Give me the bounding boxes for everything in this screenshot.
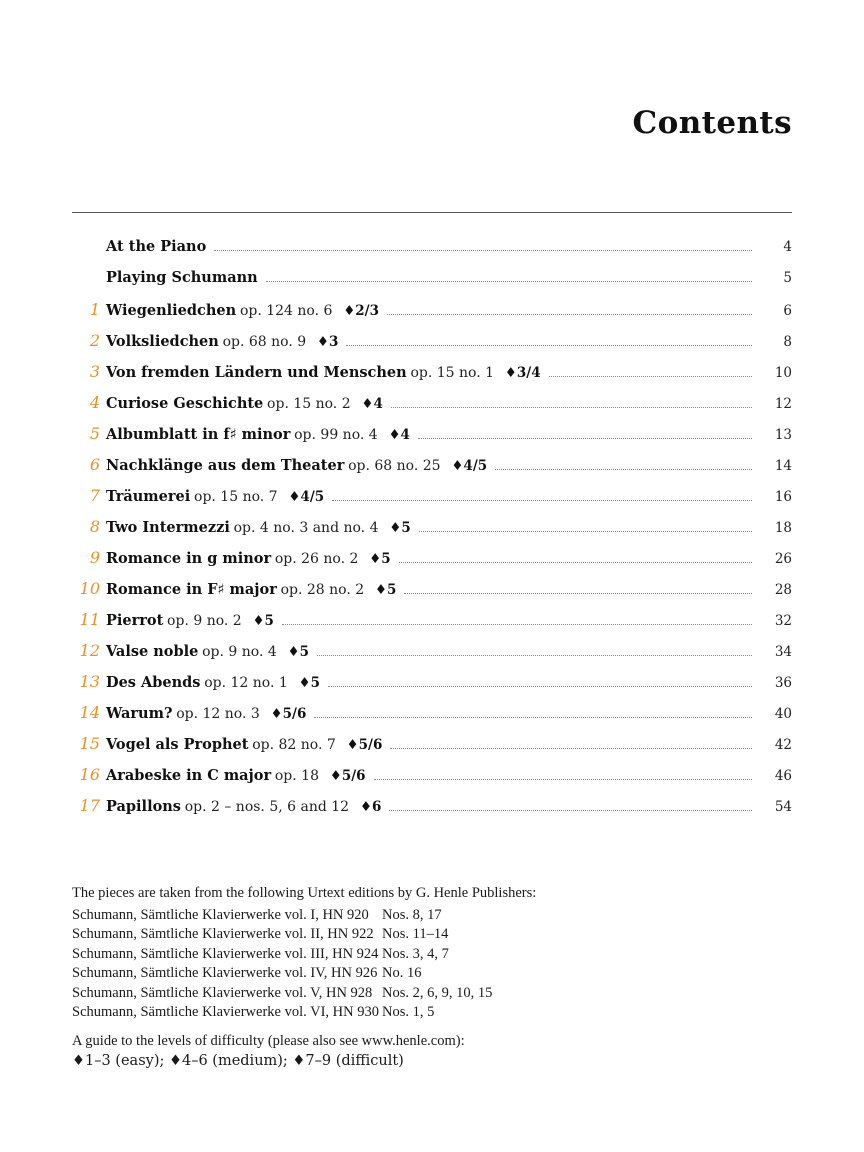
entry-number: 16 [79, 765, 100, 784]
source-title: Schumann, Sämtliche Klavierwerke vol. III, HN 924 [72, 945, 379, 962]
entry-text [106, 238, 206, 256]
source-row [72, 964, 792, 984]
entry-title: At the Piano [106, 238, 207, 255]
entry-title: Träumerei [106, 488, 191, 505]
entry-page: 42 [774, 737, 792, 753]
entry-title: Playing Schumann [106, 269, 258, 286]
entry-difficulty: ♦4 [388, 427, 410, 443]
entry-page: 12 [774, 396, 792, 412]
entry-number: 1 [89, 300, 100, 319]
list-item[interactable] [72, 734, 792, 765]
entry-difficulty: ♦4 [361, 396, 383, 412]
source-numbers: Nos. 8, 17 [382, 906, 442, 923]
entry-text [106, 488, 324, 506]
entry-text [106, 519, 411, 537]
entry-number: 6 [89, 455, 100, 474]
entry-opus: op. 2 – nos. 5, 6 and 12 [184, 799, 350, 815]
entry-title: Romance in g minor [106, 550, 272, 567]
entry-number: 11 [79, 610, 100, 629]
entry-opus: op. 68 no. 25 [348, 458, 441, 474]
entry-number: 5 [89, 424, 100, 443]
entry-title: Warum? [106, 705, 173, 722]
difficulty-guide [72, 1032, 792, 1071]
leader-dots [495, 469, 752, 470]
list-item[interactable] [72, 579, 792, 610]
entry-difficulty: ♦6 [359, 799, 382, 815]
entry-title: Romance in F♯ major [106, 581, 277, 598]
leader-dots [418, 438, 752, 439]
list-item[interactable] [72, 703, 792, 734]
entry-opus: op. 99 no. 4 [294, 427, 378, 443]
difficulty-guide-levels: ♦1–3 (easy); ♦4–6 (medium); ♦7–9 (difficult) [72, 1052, 404, 1069]
entry-opus: op. 15 no. 1 [410, 365, 495, 381]
entry-page: 46 [774, 768, 792, 784]
source-numbers: Nos. 2, 6, 9, 10, 15 [382, 984, 493, 1001]
entry-text [106, 395, 383, 413]
entry-difficulty: ♦5/6 [270, 706, 307, 722]
entry-opus: op. 18 [274, 768, 319, 784]
list-item[interactable] [72, 424, 792, 455]
entry-text [106, 736, 382, 754]
entry-number: 12 [79, 641, 100, 660]
entry-opus: op. 12 no. 3 [176, 706, 260, 722]
entry-title: Pierrot [106, 612, 164, 629]
entry-text [106, 612, 274, 630]
list-item[interactable] [72, 796, 792, 827]
source-row [72, 925, 792, 945]
list-item[interactable] [72, 641, 792, 672]
entry-title: Two Intermezzi [106, 519, 230, 536]
entry-title: Wiegenliedchen [106, 302, 237, 319]
entry-difficulty: ♦5 [298, 675, 321, 691]
leader-dots [214, 250, 752, 251]
entry-difficulty: ♦5 [252, 613, 274, 629]
entry-text [106, 643, 309, 661]
entry-page: 32 [774, 613, 792, 629]
source-numbers: Nos. 1, 5 [382, 1004, 435, 1020]
leader-dots [549, 376, 752, 377]
entry-page: 54 [774, 799, 792, 815]
leader-dots [387, 314, 752, 315]
entry-number: 13 [79, 672, 100, 691]
entry-title: Volksliedchen [106, 333, 219, 350]
entry-text [106, 581, 396, 599]
entry-number: 15 [79, 734, 100, 753]
leader-dots [374, 779, 752, 780]
source-row [72, 984, 792, 1004]
entry-text [106, 798, 381, 816]
leader-dots [419, 531, 752, 532]
entry-page: 26 [774, 551, 792, 567]
entry-text [106, 457, 487, 475]
entry-difficulty: ♦5 [374, 582, 397, 598]
list-item[interactable] [72, 362, 792, 393]
source-row [72, 945, 792, 965]
header-divider [72, 212, 792, 213]
leader-dots [317, 655, 752, 656]
entry-page: 14 [774, 458, 792, 474]
entry-difficulty: ♦5/6 [329, 768, 366, 784]
entry-page: 40 [774, 706, 792, 722]
entry-text [106, 767, 366, 785]
leader-dots [389, 810, 752, 811]
entry-title: Des Abends [106, 674, 201, 691]
entry-difficulty: ♦5 [287, 644, 310, 660]
entry-opus: op. 26 no. 2 [274, 551, 359, 567]
entry-page: 16 [774, 489, 792, 505]
entry-title: Papillons [106, 798, 181, 815]
entry-text [106, 269, 258, 287]
list-item[interactable] [72, 300, 792, 331]
source-numbers: Nos. 3, 4, 7 [382, 945, 449, 962]
entry-title: Vogel als Prophet [106, 736, 249, 753]
entry-page: 36 [774, 675, 792, 691]
leader-dots [332, 500, 752, 501]
entry-difficulty: ♦4/5 [451, 458, 488, 474]
entry-text [106, 550, 391, 568]
source-note-lead: The pieces are taken from the following Urtext editions by G. Henle Publishers: [72, 885, 537, 901]
entry-page: 5 [783, 270, 792, 286]
entry-page: 4 [783, 239, 792, 255]
entry-page: 28 [774, 582, 792, 598]
entry-number: 9 [89, 548, 100, 567]
leader-dots [282, 624, 752, 625]
entry-opus: op. 4 no. 3 and no. 4 [233, 520, 379, 536]
entry-difficulty: ♦2/3 [343, 303, 380, 319]
leader-dots [391, 407, 752, 408]
list-item[interactable] [72, 548, 792, 579]
list-item[interactable] [72, 672, 792, 703]
source-title: Schumann, Sämtliche Klavierwerke vol. II, HN 922 [72, 926, 374, 942]
entry-title: Valse noble [106, 643, 199, 660]
entry-difficulty: ♦5/6 [346, 737, 383, 753]
entry-text [106, 705, 306, 723]
page-title: Contents [632, 105, 792, 141]
entry-number: 17 [79, 796, 100, 815]
entry-title: Curiose Geschichte [106, 395, 264, 412]
entry-opus: op. 124 no. 6 [239, 303, 333, 319]
entry-text [106, 302, 379, 320]
entry-difficulty: ♦4/5 [288, 489, 325, 505]
leader-dots [399, 562, 752, 563]
table-of-contents [72, 238, 792, 827]
source-title: Schumann, Sämtliche Klavierwerke vol. VI, HN 930 [72, 1004, 379, 1020]
entry-title: Albumblatt in f♯ minor [106, 426, 291, 443]
entry-page: 8 [783, 334, 792, 350]
leader-dots [346, 345, 752, 346]
leader-dots [404, 593, 752, 594]
list-item[interactable] [72, 238, 792, 269]
entry-opus: op. 82 no. 7 [252, 737, 336, 753]
entry-opus: op. 15 no. 7 [194, 489, 278, 505]
leader-dots [266, 281, 752, 282]
list-item[interactable] [72, 486, 792, 517]
entry-opus: op. 15 no. 2 [267, 396, 351, 412]
entry-difficulty: ♦3/4 [504, 365, 541, 381]
entry-page: 6 [783, 303, 792, 319]
list-item[interactable] [72, 331, 792, 362]
list-item[interactable] [72, 269, 792, 300]
entry-opus: op. 28 no. 2 [280, 582, 365, 598]
source-numbers: No. 16 [382, 965, 422, 981]
entry-difficulty: ♦3 [316, 334, 339, 350]
entry-text [106, 364, 541, 382]
entry-title: Arabeske in C major [106, 767, 272, 784]
entry-text [106, 426, 410, 444]
entry-text [106, 333, 338, 351]
entry-opus: op. 9 no. 4 [202, 644, 277, 660]
list-item[interactable] [72, 765, 792, 796]
list-item[interactable] [72, 455, 792, 486]
entry-text [106, 674, 320, 692]
entry-number: 2 [89, 331, 100, 350]
source-editions-note [72, 884, 792, 1023]
list-item[interactable] [72, 393, 792, 424]
leader-dots [328, 686, 752, 687]
entry-number: 10 [79, 579, 100, 598]
entry-number: 14 [79, 703, 100, 722]
source-row [72, 1003, 792, 1023]
entry-opus: op. 12 no. 1 [204, 675, 288, 691]
list-item[interactable] [72, 517, 792, 548]
entry-number: 8 [89, 517, 100, 536]
source-title: Schumann, Sämtliche Klavierwerke vol. IV, HN 926 [72, 965, 378, 981]
difficulty-guide-intro: A guide to the levels of difficulty (please also see www.henle.com): [72, 1033, 465, 1049]
source-row [72, 906, 792, 926]
source-numbers: Nos. 11–14 [382, 926, 449, 942]
entry-page: 13 [774, 427, 792, 443]
entry-opus: op. 68 no. 9 [222, 334, 307, 350]
entry-difficulty: ♦5 [389, 520, 411, 536]
leader-dots [314, 717, 752, 718]
entry-number: 4 [89, 393, 100, 412]
entry-difficulty: ♦5 [369, 551, 391, 567]
entry-page: 18 [774, 520, 792, 536]
entry-title: Nachklänge aus dem Theater [106, 457, 345, 474]
source-title: Schumann, Sämtliche Klavierwerke vol. V, HN 928 [72, 984, 373, 1001]
entry-opus: op. 9 no. 2 [167, 613, 242, 629]
entry-page: 10 [774, 365, 792, 381]
source-title: Schumann, Sämtliche Klavierwerke vol. I, HN 920 [72, 906, 369, 923]
entry-page: 34 [774, 644, 792, 660]
entry-title: Von fremden Ländern und Menschen [106, 364, 407, 381]
entry-number: 7 [89, 486, 100, 505]
list-item[interactable] [72, 610, 792, 641]
leader-dots [390, 748, 752, 749]
entry-number: 3 [89, 362, 100, 381]
